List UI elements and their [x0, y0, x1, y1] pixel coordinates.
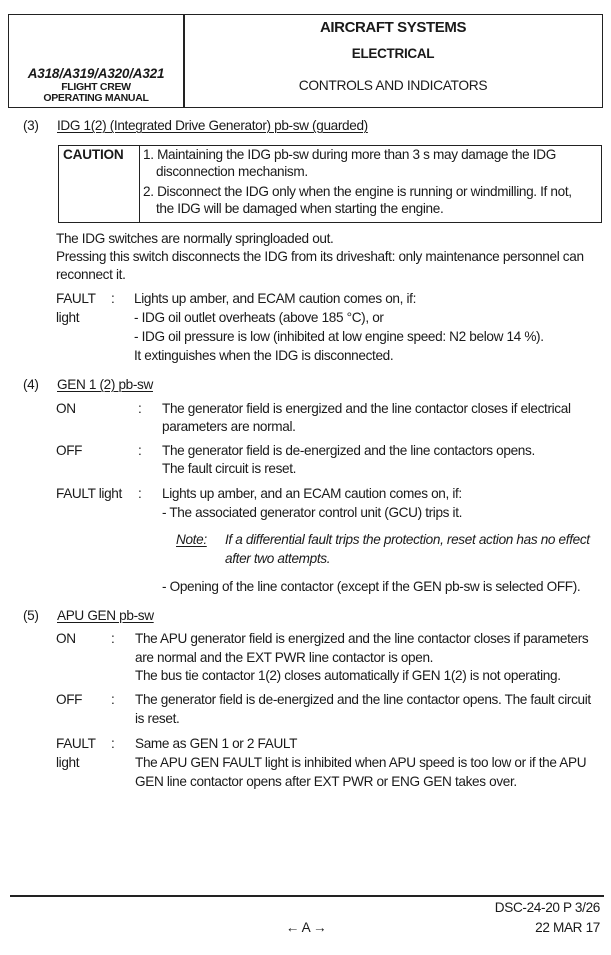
entry-label: OFF: [56, 443, 83, 458]
entry-text: Lights up amber, and an ECAM caution comes on, if:: [162, 486, 462, 501]
entry-label: light: [56, 310, 80, 325]
entry-text: The APU generator field is energized and the line contactor closes if parameters: [135, 631, 589, 646]
revision-date: 22 MAR 17: [535, 920, 600, 935]
entry-bullet: - The associated generator control unit (GCU) trips it.: [162, 505, 463, 520]
entry-text: The fault circuit is reset.: [162, 461, 297, 476]
note-label: Note:: [176, 532, 207, 547]
entry-text: The generator field is de-energized and the line contactors opens.: [162, 443, 535, 458]
caution-item: 2. Disconnect the IDG only when the engine is running or windmilling. If not,: [143, 184, 572, 199]
section-heading: IDG 1(2) (Integrated Drive Generator) pb-sw (guarded): [57, 118, 368, 133]
note-text: If a differential fault trips the protection, reset action has no effect: [225, 532, 590, 547]
footer-rule: [10, 895, 604, 897]
entry-colon: :: [111, 692, 115, 707]
chapter-title: AIRCRAFT SYSTEMS: [319, 19, 467, 36]
document-reference: DSC-24-20 P 3/26: [494, 900, 600, 915]
note-text: after two attempts.: [225, 551, 331, 566]
entry-colon: :: [111, 736, 115, 751]
paragraph: Pressing this switch disconnects the IDG from its driveshaft: only maintenance personnel can: [56, 249, 584, 264]
entry-text: Same as GEN 1 or 2 FAULT: [135, 736, 298, 751]
paragraph: reconnect it.: [56, 267, 126, 282]
entry-text: The APU GEN FAULT light is inhibited when APU speed is too low or if the APU: [135, 755, 587, 770]
entry-colon: :: [138, 401, 142, 416]
section-heading: APU GEN pb-sw: [57, 608, 154, 623]
caution-item-cont: the IDG will be damaged when starting the engine.: [156, 201, 444, 216]
entry-label: FAULT: [56, 736, 96, 751]
section-heading: GEN 1 (2) pb-sw: [57, 377, 153, 392]
entry-text: Lights up amber, and ECAM caution comes on, if:: [134, 291, 417, 306]
entry-label: OFF: [56, 692, 83, 707]
caution-item-cont: disconnection mechanism.: [156, 164, 308, 179]
entry-colon: :: [111, 631, 115, 646]
section-title: CONTROLS AND INDICATORS: [298, 78, 488, 93]
entry-label: ON: [56, 631, 76, 646]
paragraph: The IDG switches are normally springloaded out.: [56, 231, 334, 246]
entry-bullet: - IDG oil outlet overheats (above 185 °C), or: [134, 310, 384, 325]
entry-label: ON: [56, 401, 76, 416]
entry-label: FAULT: [56, 291, 96, 306]
entry-bullet: - IDG oil pressure is low (inhibited at low engine speed: N2 below 14 %).: [134, 329, 544, 344]
revision-mark: ← A →: [285, 920, 327, 935]
entry-text: is reset.: [135, 711, 180, 726]
entry-label: FAULT light: [56, 486, 122, 501]
entry-label: light: [56, 755, 80, 770]
section-number: (5): [23, 608, 39, 623]
caution-label: CAUTION: [63, 147, 124, 162]
entry-text: parameters are normal.: [162, 419, 296, 434]
page-header: [8, 14, 603, 108]
section-number: (3): [23, 118, 39, 133]
entry-text: GEN line contactor opens after EXT PWR or ENG GEN takes over.: [135, 774, 517, 789]
entry-text: The bus tie contactor 1(2) closes automatically if GEN 1(2) is not operating.: [135, 668, 561, 683]
caution-item: 1. Maintaining the IDG pb-sw during more than 3 s may damage the IDG: [143, 147, 556, 162]
manual-title-line1: FLIGHT CREW: [61, 81, 131, 93]
entry-colon: :: [138, 486, 142, 501]
entry-colon: :: [111, 291, 115, 306]
section-number: (4): [23, 377, 39, 392]
entry-text: It extinguishes when the IDG is disconnected.: [134, 348, 394, 363]
entry-text: The generator field is energized and the line contactor closes if electrical: [162, 401, 571, 416]
entry-text: are normal and the EXT PWR line contactor is open.: [135, 650, 434, 665]
entry-text: The generator field is de-energized and the line contactor opens. The fault circuit: [135, 692, 591, 707]
caution-box: [58, 145, 602, 223]
caution-divider: [139, 146, 140, 222]
aircraft-models: A318/A319/A320/A321: [27, 66, 165, 81]
manual-title-line2: OPERATING MANUAL: [43, 92, 149, 104]
system-title: ELECTRICAL: [351, 46, 435, 61]
entry-bullet: - Opening of the line contactor (except if the GEN pb-sw is selected OFF).: [162, 579, 581, 594]
entry-colon: :: [138, 443, 142, 458]
